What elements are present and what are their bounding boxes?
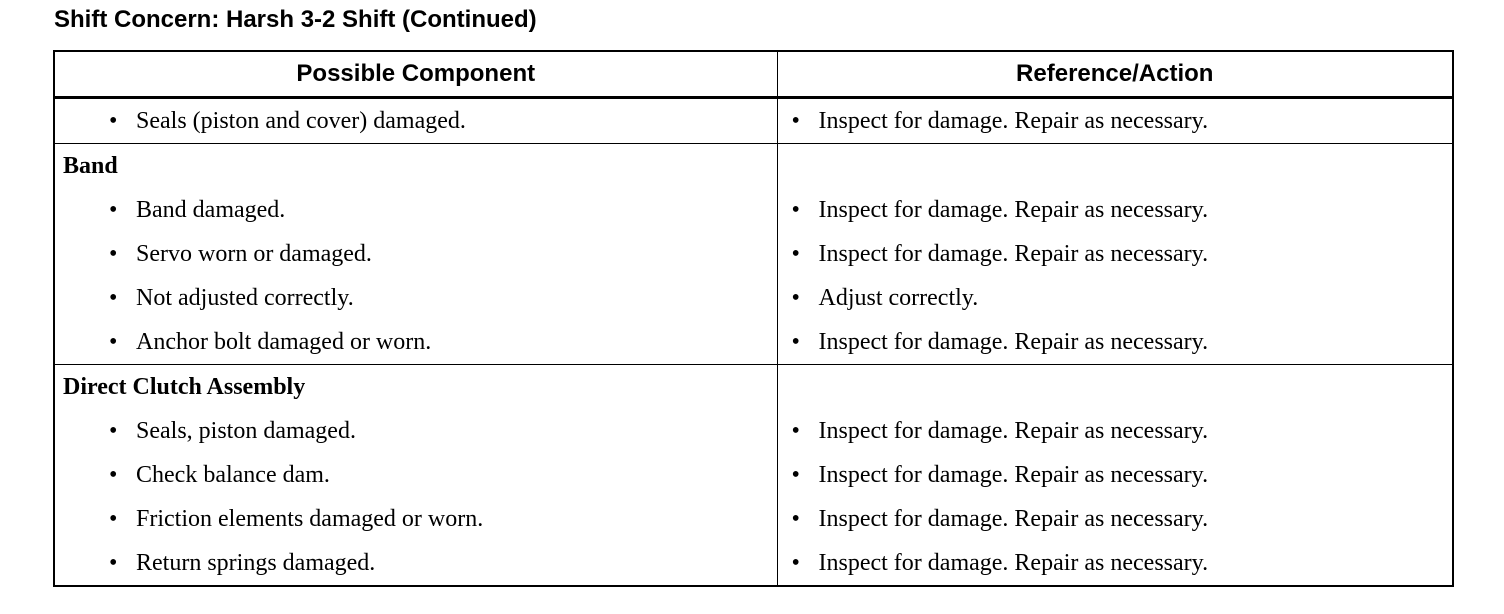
bullet: • — [109, 240, 118, 267]
bullet: • — [109, 505, 118, 532]
bullet: • — [791, 417, 800, 444]
bullet: • — [791, 505, 800, 532]
bullet: • — [791, 549, 800, 576]
action-cell — [777, 232, 1453, 276]
table-row — [54, 453, 1453, 497]
bullet: • — [791, 240, 800, 267]
action-text: Inspect for damage. Repair as necessary. — [818, 549, 1209, 576]
group-row-direct-clutch-assembly — [54, 365, 1453, 410]
group-heading: Band — [54, 144, 777, 189]
component-cell — [54, 497, 777, 541]
bullet: • — [791, 196, 800, 223]
table-row — [54, 188, 1453, 232]
component-text: Seals (piston and cover) damaged. — [136, 107, 466, 134]
action-cell — [777, 188, 1453, 232]
component-cell — [54, 188, 777, 232]
component-text: Not adjusted correctly. — [136, 284, 354, 311]
bullet: • — [109, 549, 118, 576]
component-cell — [54, 320, 777, 365]
action-cell — [777, 453, 1453, 497]
bullet: • — [791, 284, 800, 311]
shift-concern-table — [53, 50, 1454, 587]
table-row — [54, 541, 1453, 586]
action-cell — [777, 541, 1453, 586]
action-text: Inspect for damage. Repair as necessary. — [818, 240, 1209, 267]
action-text: Inspect for damage. Repair as necessary. — [818, 461, 1209, 488]
action-text: Inspect for damage. Repair as necessary. — [818, 505, 1209, 532]
empty-cell — [777, 144, 1453, 189]
bullet: • — [791, 107, 800, 134]
component-cell — [54, 276, 777, 320]
component-text: Friction elements damaged or worn. — [136, 505, 484, 532]
bullet: • — [109, 417, 118, 444]
bullet: • — [109, 107, 118, 134]
table-header-row — [54, 51, 1453, 98]
group-row-band — [54, 144, 1453, 189]
component-text: Return springs damaged. — [136, 549, 376, 576]
table-row — [54, 320, 1453, 365]
table-row — [54, 409, 1453, 453]
bullet: • — [109, 196, 118, 223]
page-title: Shift Concern: Harsh 3-2 Shift (Continued) — [54, 6, 537, 33]
table-row — [54, 497, 1453, 541]
bullet: • — [109, 328, 118, 355]
action-cell — [777, 497, 1453, 541]
action-cell — [777, 409, 1453, 453]
column-header-reference-action: Reference/Action — [777, 51, 1453, 98]
action-text: Inspect for damage. Repair as necessary. — [818, 107, 1209, 134]
component-text: Anchor bolt damaged or worn. — [136, 328, 432, 355]
table-row — [54, 232, 1453, 276]
table-row — [54, 98, 1453, 144]
component-text: Seals, piston damaged. — [136, 417, 356, 444]
table-row — [54, 276, 1453, 320]
action-text: Adjust correctly. — [818, 284, 979, 311]
component-cell — [54, 409, 777, 453]
action-cell — [777, 98, 1453, 144]
bullet: • — [109, 461, 118, 488]
component-cell — [54, 453, 777, 497]
action-text: Inspect for damage. Repair as necessary. — [818, 328, 1209, 355]
bullet: • — [791, 461, 800, 488]
component-cell — [54, 98, 777, 144]
component-cell — [54, 541, 777, 586]
bullet: • — [109, 284, 118, 311]
component-text: Servo worn or damaged. — [136, 240, 372, 267]
bullet: • — [791, 328, 800, 355]
action-cell — [777, 276, 1453, 320]
component-text: Band damaged. — [136, 196, 286, 223]
component-cell — [54, 232, 777, 276]
component-text: Check balance dam. — [136, 461, 330, 488]
action-text: Inspect for damage. Repair as necessary. — [818, 196, 1209, 223]
group-heading: Direct Clutch Assembly — [54, 365, 777, 410]
action-cell — [777, 320, 1453, 365]
empty-cell — [777, 365, 1453, 410]
column-header-possible-component: Possible Component — [54, 51, 777, 98]
action-text: Inspect for damage. Repair as necessary. — [818, 417, 1209, 444]
